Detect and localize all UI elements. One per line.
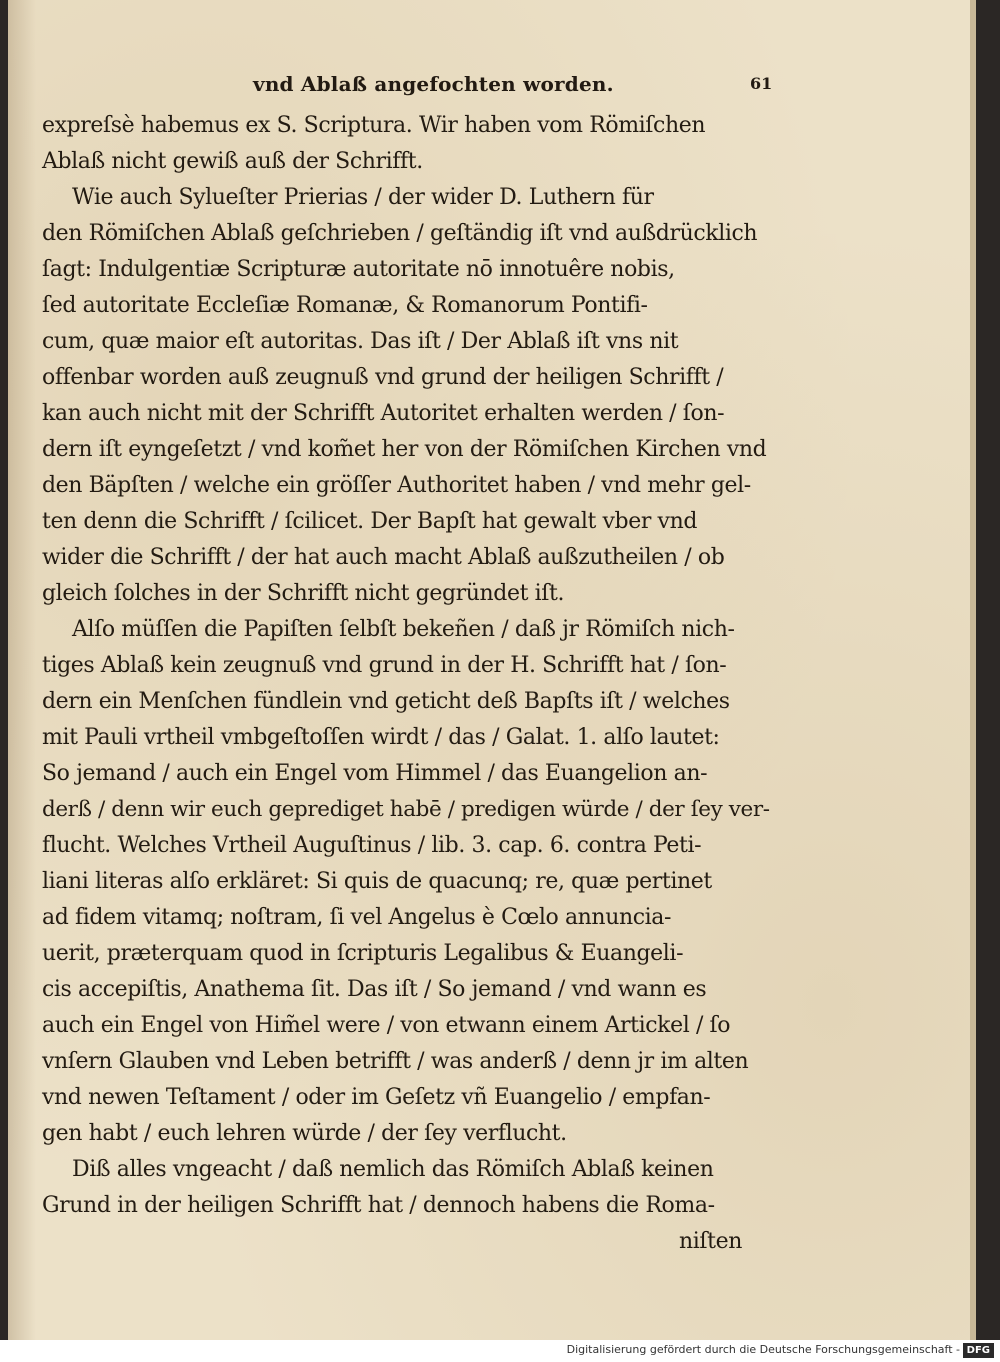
text-line: dern ein Menſchen fündlein vnd geticht deß Bapſts iſt / welches bbox=[42, 689, 730, 714]
body-text bbox=[42, 108, 772, 1260]
text-line: den Römiſchen Ablaß geſchrieben / geſtändig iſt vnd außdrücklich bbox=[42, 221, 758, 246]
paragraph-start-line: Alſo müſſen die Papiſten ſelbſt bekeñen / daß jr Römiſch nich- bbox=[72, 617, 735, 642]
book-page bbox=[8, 0, 976, 1340]
text-line: expreſsè habemus ex S. Scriptura. Wir haben vom Römiſchen bbox=[42, 113, 706, 138]
text-line: ten denn die Schrifft / ſcilicet. Der Bapſt hat gewalt vber vnd bbox=[42, 509, 698, 534]
text-line: vnſern Glauben vnd Leben betrifft / was anderß / denn jr im alten bbox=[42, 1049, 749, 1074]
text-line: auch ein Engel von Him̃el were / von etwann einem Artickel / ſo bbox=[42, 1013, 731, 1038]
digitization-credit-bar bbox=[0, 1340, 1000, 1362]
text-line: uerit, præterquam quod in ſcripturis Legalibus & Euangeli- bbox=[42, 941, 684, 966]
text-line: wider die Schrifft / der hat auch macht Ablaß außzutheilen / ob bbox=[42, 545, 725, 570]
paragraph-start-line: Wie auch Sylueſter Prierias / der wider D. Luthern für bbox=[72, 185, 654, 210]
text-line: Grund in der heiligen Schrifft hat / dennoch habens die Roma- bbox=[42, 1193, 715, 1218]
paragraph-start-line: Diß alles vngeacht / daß nemlich das Römiſch Ablaß keinen bbox=[72, 1157, 714, 1182]
running-title: vnd Ablaß angefochten worden. bbox=[253, 72, 614, 96]
text-line: gleich ſolches in der Schrifft nicht gegründet iſt. bbox=[42, 581, 565, 606]
text-line: vnd newen Teſtament / oder im Geſetz vñ Euangelio / empfan- bbox=[42, 1085, 711, 1110]
text-line: Ablaß nicht gewiß auß der Schrifft. bbox=[42, 149, 423, 174]
text-line: offenbar worden auß zeugnuß vnd grund der heiligen Schrifft / bbox=[42, 365, 724, 390]
text-line: ad fidem vitamq; noſtram, ſi vel Angelus è Cœlo annuncia- bbox=[42, 905, 672, 930]
text-line: So jemand / auch ein Engel vom Himmel / das Euangelion an- bbox=[42, 761, 708, 786]
text-line: derß / denn wir euch geprediget habē / predigen würde / der ſey ver- bbox=[42, 797, 770, 822]
text-line: den Bäpſten / welche ein gröſſer Authoritet haben / vnd mehr gel- bbox=[42, 473, 751, 498]
text-line: kan auch nicht mit der Schrifft Autoritet erhalten werden / ſon- bbox=[42, 401, 725, 426]
text-line: cum, quæ maior eſt autoritas. Das iſt / Der Ablaß iſt vns nit bbox=[42, 329, 679, 354]
text-line: ſagt: Indulgentiæ Scripturæ autoritate nō innotuêre nobis, bbox=[42, 257, 675, 282]
text-line: liani literas alſo erkläret: Si quis de quacunq; re, quæ pertinet bbox=[42, 869, 712, 894]
text-line: gen habt / euch lehren würde / der ſey verflucht. bbox=[42, 1121, 567, 1146]
dfg-logo: DFG bbox=[963, 1343, 994, 1358]
digitization-credit: Digitalisierung gefördert durch die Deutsche Forschungsgemeinschaft - bbox=[566, 1343, 960, 1356]
page-edge bbox=[970, 0, 976, 1340]
text-line: mit Pauli vrtheil vmbgeſtoſſen wirdt / das / Galat. 1. alſo lautet: bbox=[42, 725, 720, 750]
catchword: niſten bbox=[679, 1229, 742, 1254]
text-line: dern iſt eyngeſetzt / vnd kom̃et her von der Römiſchen Kirchen vnd bbox=[42, 437, 767, 462]
text-line: flucht. Welches Vrtheil Auguſtinus / lib. 3. cap. 6. contra Peti- bbox=[42, 833, 702, 858]
text-line: cis accepiſtis, Anathema ſit. Das iſt / So jemand / vnd wann es bbox=[42, 977, 707, 1002]
text-line: ſed autoritate Eccleſiæ Romanæ, & Romanorum Pontifi- bbox=[42, 293, 648, 318]
text-line: tiges Ablaß kein zeugnuß vnd grund in der H. Schrifft hat / ſon- bbox=[42, 653, 727, 678]
page-header bbox=[68, 68, 773, 104]
page-number: 61 bbox=[750, 74, 773, 93]
